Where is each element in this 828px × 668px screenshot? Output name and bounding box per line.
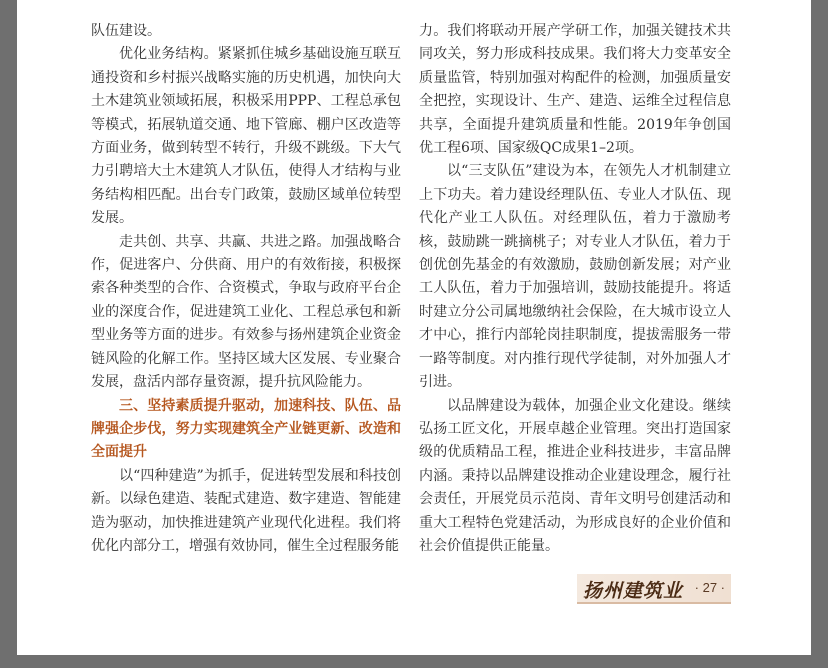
left-paragraph-4: 以“四种建造”为抓手，促进转型发展和科技创新。以绿色建造、装配式建造、数字建造、智能建造为驱动，加快推进建筑产业现代化进程。我们将优化内部分工，增强有效协同，催生全过程服务能 bbox=[91, 467, 401, 554]
left-column bbox=[91, 20, 401, 558]
section-heading: 三、坚持素质提升驱动，加速科技、队伍、品牌强企步伐，努力实现建筑全产业链更新、改造和全面提升 bbox=[91, 397, 401, 461]
right-column bbox=[419, 20, 731, 558]
page-footer bbox=[577, 574, 731, 604]
left-paragraph-3: 走共创、共享、共赢、共进之路。加强战略合作，促进客户、分供商、用户的有效衔接，积极探索各种类型的合作、合资模式，争取与政府平台企业的深度合作，促进建筑工业化、工程总承包和新型业务等方面的进步。有效参与扬州建筑企业资金链风险的化解工作。坚持区域大区发展、专业聚合发展，盘活内部存量资源，提升抗风险能力。 bbox=[91, 233, 401, 391]
document-page bbox=[17, 0, 811, 655]
left-paragraph-1: 队伍建设。 bbox=[91, 23, 161, 39]
right-paragraph-3: 以品牌建设为载体，加强企业文化建设。继续弘扬工匠文化，开展卓越企业管理。突出打造国家级的优质精品工程，推进企业科技进步，丰富品牌内涵。秉持以品牌建设推动企业建设理念，履行社会责任，开展党员示范岗、青年文明号创建活动和重大工程特色党建活动，为形成良好的企业价值和社会价值提供正能量。 bbox=[419, 397, 731, 554]
right-paragraph-2: 以“三支队伍”建设为本，在领先人才机制建立上下功夫。着力建设经理队伍、专业人才队伍、现代化产业工人队伍。对经理队伍，着力于激励考核，鼓励跳一跳摘桃子；对专业人才队伍，着力于创优创先基金的有效激励，鼓励创新发展；对产业工人队伍，着力于加强培训，鼓励技能提升。将适时建立分公司属地缴纳社会保险，在大城市设立人才中心，推行内部轮岗挂职制度，提拔需服务一带一路等制度。对内推行现代学徒制，对外加强人才引进。 bbox=[419, 163, 731, 391]
page-number: · 27 · bbox=[694, 580, 725, 595]
magazine-logo: 扬州建筑业 bbox=[583, 580, 684, 602]
left-paragraph-2: 优化业务结构。紧紧抓住城乡基础设施互联互通投资和乡村振兴战略实施的历史机遇，加快向大土木建筑业领域拓展，积极采用PPP、工程总承包等模式，拓展轨道交通、地下管廊、棚户区改造等方面业务，做到转型不转行，升级不跳级。下大气力引聘培大土木建筑人才队伍，使得人才结构与业务结构相匹配。出台专门政策，鼓励区域单位转型发展。 bbox=[91, 46, 401, 227]
right-paragraph-1: 力。我们将联动开展产学研工作，加强关键技术共同攻关，努力形成科技成果。我们将大力变革安全质量监管，特别加强对构配件的检测，加强质量安全把控，实现设计、生产、建造、运维全过程信息共享，全面提升建筑质量和性能。2019年争创国优工程6项、国家级QC成果1–2项。 bbox=[419, 23, 731, 157]
